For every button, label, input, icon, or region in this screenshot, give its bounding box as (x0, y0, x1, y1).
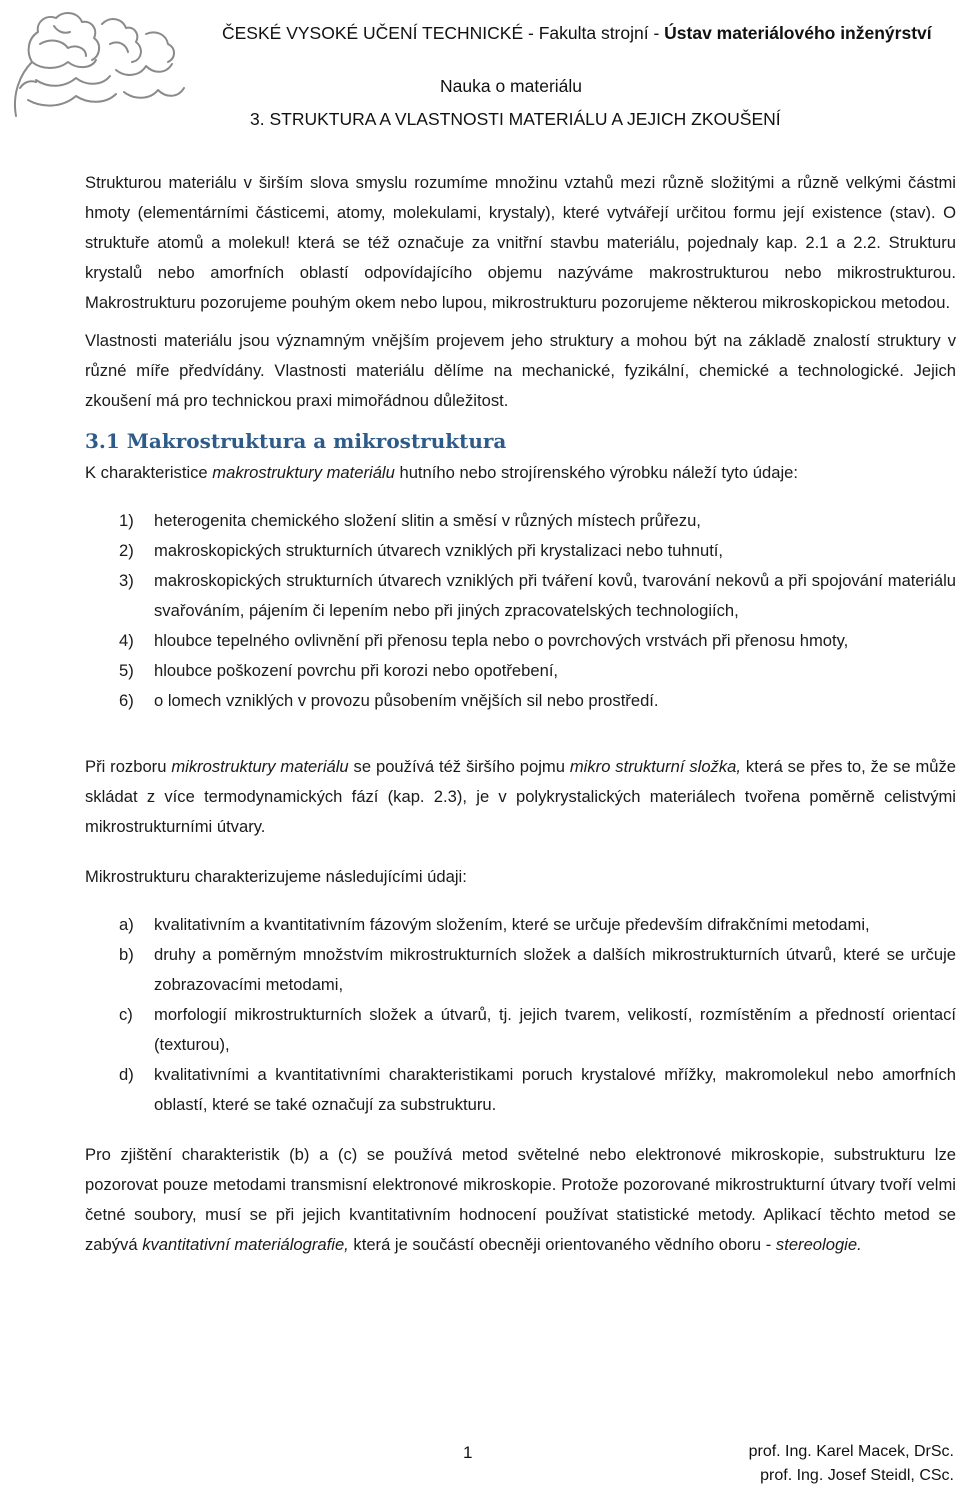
microstructure-list (85, 910, 956, 1120)
final-paragraph: Pro zjištění charakteristik (b) a (c) se používá metod světelné nebo elektronové mikroskopie, substrukturu lze pozorovat pouze metodami transmisní elektronové mikroskopie. Protože pozorované mikrostrukturní útvary tvoří velmi četné soubory, musí se při jejich kvantitativním hodnocení používat statistické metody. Aplikací těchto metod se zabývá kvantitativní materiálografie, která je součástí obecněji orientovaného vědního oboru - stereologie. (85, 1145, 956, 1254)
list-item: 5) hloubce poškození povrchu při korozi nebo opotřebení, (119, 661, 559, 680)
microstructure-paragraph: Při rozboru mikrostruktury materiálu se používá též širšího pojmu mikro strukturní složka, která se přes to, že se může skládat z více termodynamických fází (kap. 2.3), je v polykrystalických materiálech tvořena poměrně celistvými mikrostrukturními útvary. (85, 757, 957, 836)
list-item: 2) makroskopických strukturních útvarech vzniklých při krystalizaci nebo tuhnutí, (119, 541, 724, 560)
list-item: d) kvalitativními a kvantitativními charakteristikami poruch krystalové mřížky, makromolekul nebo amorfních oblastí, které se také označují za substrukturu. (119, 1065, 956, 1114)
list-item: b) druhy a poměrným množstvím mikrostrukturních složek a dalších mikrostrukturních útvarů, které se určuje zobrazovacími metodami, (119, 945, 956, 994)
document-body (85, 168, 956, 1260)
intro-paragraph-1: Strukturou materiálu v širším slova smyslu rozumíme množinu vztahů mezi různě složitými a různě velkými částmi hmoty (elementárními částicemi, atomy, molekulami, krystaly), které vytvářejí určitou formu její existence (stav). O struktuře atomů a molekul! která se též označuje za vnitřní stavbu materiálu, pojednaly kap. 2.1 a 2.2. Strukturu krystalů nebo amorfních oblastí odpovídajícího objemu nazýváme makrostrukturou nebo mikrostrukturou. Makrostrukturu pozorujeme pouhým okem nebo lupou, mikrostrukturu pozorujeme některou mikroskopickou metodou. (85, 173, 956, 312)
chapter-title: 3. STRUKTURA A VLASTNOSTI MATERIÁLU A JEJICH ZKOUŠENÍ (250, 109, 781, 129)
list-item: 1) heterogenita chemického složení slitin a směsí v různých místech průřezu, (119, 511, 701, 530)
list-item: 4) hloubce tepelného ovlivnění při přenosu tepla nebo o povrchových vrstvách při přenosu hmoty, (119, 631, 849, 650)
cvut-lion-logo-icon (6, 4, 192, 120)
list-item: 3) makroskopických strukturních útvarech vzniklých při tváření kovů, tvarování nekovů a při spojování materiálu svařováním, pájením či lepením nebo při jiných zpracovatelských technologiích, (119, 571, 956, 620)
section-heading: 3.1 Makrostruktura a mikrostruktura (85, 429, 507, 453)
microstructure-lead: Mikrostrukturu charakterizujeme následujícími údaji: (85, 867, 467, 886)
macrostructure-list (85, 506, 956, 716)
author-2: prof. Ing. Josef Steidl, CSc. (760, 1467, 954, 1484)
author-1: prof. Ing. Karel Macek, DrSc. (748, 1443, 954, 1460)
authors (749, 1440, 954, 1488)
list-item: 6) o lomech vzniklých v provozu působením vnějších sil nebo prostředí. (119, 691, 659, 710)
section-lead: K charakteristice makrostruktury materiálu hutního nebo strojírenského výrobku náleží tyto údaje: (85, 463, 798, 482)
list-item: c) morfologií mikrostrukturních složek a útvarů, tj. jejich tvarem, velikostí, rozmístěním a předností orientací (texturou), (119, 1005, 956, 1054)
page-number: 1 (463, 1443, 473, 1462)
header-university: ČESKÉ VYSOKÉ UČENÍ TECHNICKÉ - Fakulta strojní - (222, 23, 665, 43)
intro-paragraph-2: Vlastnosti materiálu jsou významným vnějším projevem jeho struktury a mohou být na základě znalostí struktury v různé míře předvídány. Vlastnosti materiálu dělíme na mechanické, fyzikální, chemické a technologické. Jejich zkoušení má pro technickou praxi mimořádnou důležitost. (85, 331, 956, 410)
header-institute: Ústav materiálového inženýrství (664, 23, 932, 43)
list-item: a) kvalitativním a kvantitativním fázovým složením, které se určuje především difrakčními metodami, (119, 915, 870, 934)
header-university-line (222, 23, 932, 44)
header-course: Nauka o materiálu (440, 76, 583, 96)
